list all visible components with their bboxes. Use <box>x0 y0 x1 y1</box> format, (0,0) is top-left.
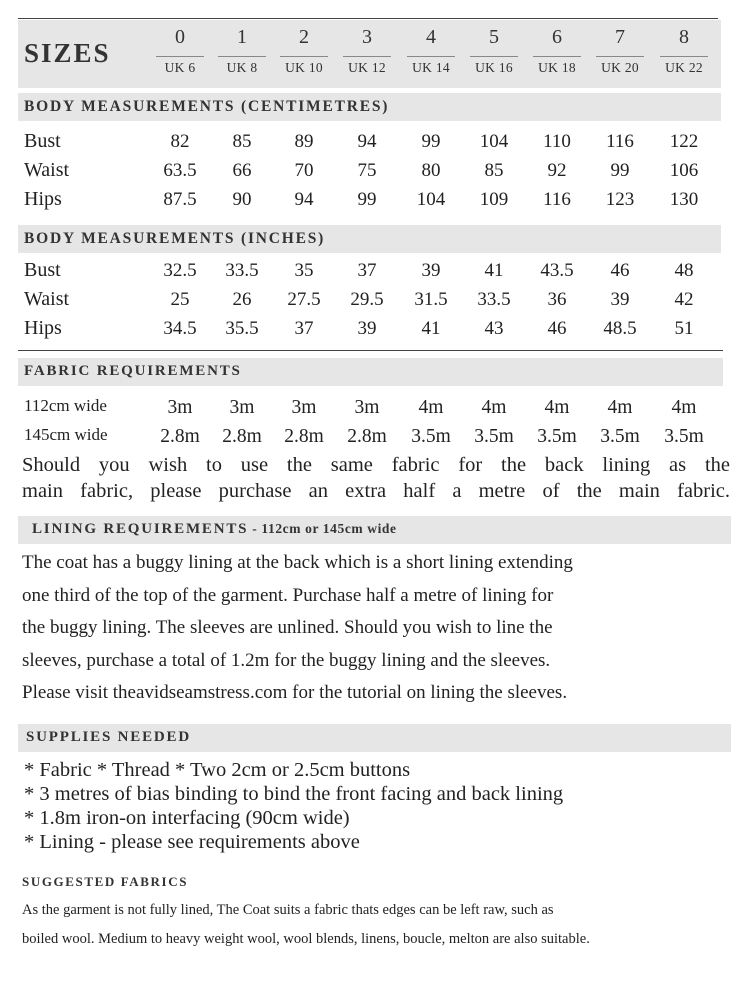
inches-cell: 33.5 <box>477 289 511 310</box>
suggested-heading: SUGGESTED FABRICS <box>22 874 189 889</box>
supply-item: * Fabric * Thread * Two 2cm or 2.5cm buttons <box>24 759 411 781</box>
fabric-cell: 3m <box>229 397 255 418</box>
supplies-heading: SUPPLIES NEEDED <box>26 729 191 745</box>
cm-cell: 82 <box>170 131 190 152</box>
fabric-cell: 4m <box>481 397 507 418</box>
cm-heading: BODY MEASUREMENTS (CENTIMETRES) <box>24 98 390 115</box>
fabric-note-line1: Should you wish to use the same fabric for the back lining as the <box>22 454 730 476</box>
inches-cell: 39 <box>357 318 377 339</box>
inches-cell: 32.5 <box>163 260 197 281</box>
fabric-cell: 4m <box>607 397 633 418</box>
inches-cell: 35 <box>294 260 314 281</box>
fabric-cell: 3m <box>354 397 380 418</box>
uk-size-label: UK 16 <box>475 60 513 75</box>
fabric-cell: 3.5m <box>664 426 704 447</box>
inches-cell: 41 <box>484 260 504 281</box>
inches-cell: 29.5 <box>350 289 384 310</box>
cm-cell: 123 <box>605 189 635 210</box>
size-underline <box>156 56 204 57</box>
lining-text-line: Please visit theavidseamstress.com for the tutorial on lining the sleeves. <box>22 682 568 703</box>
cm-cell: 99 <box>357 189 377 210</box>
inches-cell: 43.5 <box>540 260 574 281</box>
cm-cell: 80 <box>421 160 441 181</box>
fabric-heading: FABRIC REQUIREMENTS <box>24 363 242 379</box>
uk-size-label: UK 14 <box>412 60 450 75</box>
inches-cell: 36 <box>547 289 567 310</box>
fabric-row-label: 145cm wide <box>24 425 108 444</box>
size-number: 3 <box>362 26 372 48</box>
cm-row-label: Hips <box>24 188 62 210</box>
sizes-title: SIZES <box>24 38 111 68</box>
cm-cell: 75 <box>357 160 377 181</box>
cm-cell: 109 <box>479 189 509 210</box>
inches-cell: 43 <box>484 318 504 339</box>
cm-cell: 104 <box>416 189 446 210</box>
uk-size-label: UK 20 <box>601 60 639 75</box>
inches-cell: 33.5 <box>225 260 259 281</box>
cm-cell: 70 <box>294 160 314 181</box>
fabric-cell: 3.5m <box>600 426 640 447</box>
inches-cell: 41 <box>421 318 441 339</box>
fabric-cell: 3.5m <box>537 426 577 447</box>
size-number: 1 <box>237 26 247 48</box>
cm-cell: 63.5 <box>163 160 197 181</box>
size-number: 8 <box>679 26 689 48</box>
cm-row-label: Waist <box>24 159 70 181</box>
inches-cell: 27.5 <box>287 289 321 310</box>
supply-item: * 1.8m iron-on interfacing (90cm wide) <box>24 807 350 829</box>
fabric-row-label: 112cm wide <box>24 396 107 415</box>
inches-cell: 26 <box>232 289 252 310</box>
inches-cell: 37 <box>294 318 314 339</box>
inches-cell: 46 <box>547 318 567 339</box>
cm-cell: 85 <box>484 160 504 181</box>
lining-text-line: sleeves, purchase a total of 1.2m for the buggy lining and the sleeves. <box>22 649 551 671</box>
cm-cell: 122 <box>669 131 699 152</box>
inches-cell: 48.5 <box>603 318 637 339</box>
cm-cell: 66 <box>232 160 252 181</box>
supply-item: * 3 metres of bias binding to bind the front facing and back lining <box>24 783 564 805</box>
lining-heading-sub: - 112cm or 145cm wide <box>248 521 397 536</box>
fabric-cell: 2.8m <box>160 426 200 447</box>
cm-cell: 94 <box>357 131 377 152</box>
cm-cell: 104 <box>479 131 509 152</box>
supply-item: * Lining - please see requirements above <box>24 831 360 853</box>
fabric-top-rule <box>18 350 723 351</box>
cm-cell: 85 <box>232 131 252 152</box>
inches-heading: BODY MEASUREMENTS (INCHES) <box>24 230 326 247</box>
size-number: 6 <box>552 26 562 48</box>
cm-cell: 94 <box>294 189 314 210</box>
fabric-cell: 2.8m <box>222 426 262 447</box>
inches-cell: 37 <box>357 260 377 281</box>
cm-cell: 99 <box>610 160 630 181</box>
fabric-cell: 4m <box>544 397 570 418</box>
uk-size-label: UK 10 <box>285 60 323 75</box>
fabric-cell: 4m <box>671 397 697 418</box>
top-rule <box>18 18 718 19</box>
fabric-note-line2: main fabric, please purchase an extra half a metre of the main fabric. <box>22 480 730 502</box>
lining-heading <box>32 521 397 538</box>
uk-size-label: UK 8 <box>226 60 258 75</box>
inches-cell: 34.5 <box>163 318 197 339</box>
fabric-cell: 4m <box>418 397 444 418</box>
size-underline <box>533 56 581 57</box>
cm-cell: 89 <box>294 131 314 152</box>
size-underline <box>470 56 518 57</box>
fabric-cell: 2.8m <box>284 426 324 447</box>
lining-heading-title: LINING REQUIREMENTS <box>32 521 249 537</box>
size-underline <box>660 56 708 57</box>
size-underline <box>407 56 455 57</box>
size-number: 7 <box>615 26 625 48</box>
cm-row-label: Bust <box>24 130 61 152</box>
uk-size-label: UK 22 <box>665 60 703 75</box>
suggested-text-line: As the garment is not fully lined, The Coat suits a fabric thats edges can be left raw, such as <box>22 902 554 918</box>
uk-size-label: UK 6 <box>164 60 196 75</box>
uk-size-label: UK 12 <box>348 60 386 75</box>
size-number: 2 <box>299 26 309 48</box>
size-underline <box>280 56 328 57</box>
fabric-cell: 3m <box>167 397 193 418</box>
inches-cell: 39 <box>421 260 441 281</box>
inches-cell: 51 <box>674 318 694 339</box>
cm-cell: 130 <box>669 189 699 210</box>
suggested-text-line: boiled wool. Medium to heavy weight wool, wool blends, linens, boucle, melton are also suitable. <box>22 931 590 947</box>
cm-cell: 106 <box>669 160 699 181</box>
fabric-cell: 2.8m <box>347 426 387 447</box>
lining-text-line: The coat has a buggy lining at the back which is a short lining extending <box>22 552 573 573</box>
cm-cell: 116 <box>606 131 634 152</box>
size-underline <box>343 56 391 57</box>
inches-cell: 42 <box>674 289 694 310</box>
inches-cell: 48 <box>674 260 694 281</box>
inches-cell: 39 <box>610 289 630 310</box>
fabric-cell: 3.5m <box>474 426 514 447</box>
cm-cell: 116 <box>543 189 571 210</box>
inches-row-label: Bust <box>24 259 61 281</box>
lining-text-line: one third of the top of the garment. Purchase half a metre of lining for <box>22 584 554 606</box>
size-number: 5 <box>489 26 499 48</box>
cm-cell: 87.5 <box>163 189 197 210</box>
size-number: 4 <box>426 26 436 48</box>
inches-cell: 31.5 <box>414 289 448 310</box>
fabric-cell: 3m <box>291 397 317 418</box>
inches-row-label: Waist <box>24 288 70 310</box>
cm-cell: 110 <box>543 131 571 152</box>
inches-cell: 25 <box>170 289 190 310</box>
fabric-cell: 3.5m <box>411 426 451 447</box>
size-underline <box>596 56 644 57</box>
size-underline <box>218 56 266 57</box>
cm-cell: 90 <box>232 189 252 210</box>
uk-size-label: UK 18 <box>538 60 576 75</box>
size-number: 0 <box>175 26 185 48</box>
cm-cell: 92 <box>547 160 567 181</box>
lining-text-line: the buggy lining. The sleeves are unlined. Should you wish to line the <box>22 617 553 638</box>
inches-row-label: Hips <box>24 317 62 339</box>
inches-cell: 35.5 <box>225 318 259 339</box>
inches-cell: 46 <box>610 260 630 281</box>
cm-cell: 99 <box>421 131 441 152</box>
